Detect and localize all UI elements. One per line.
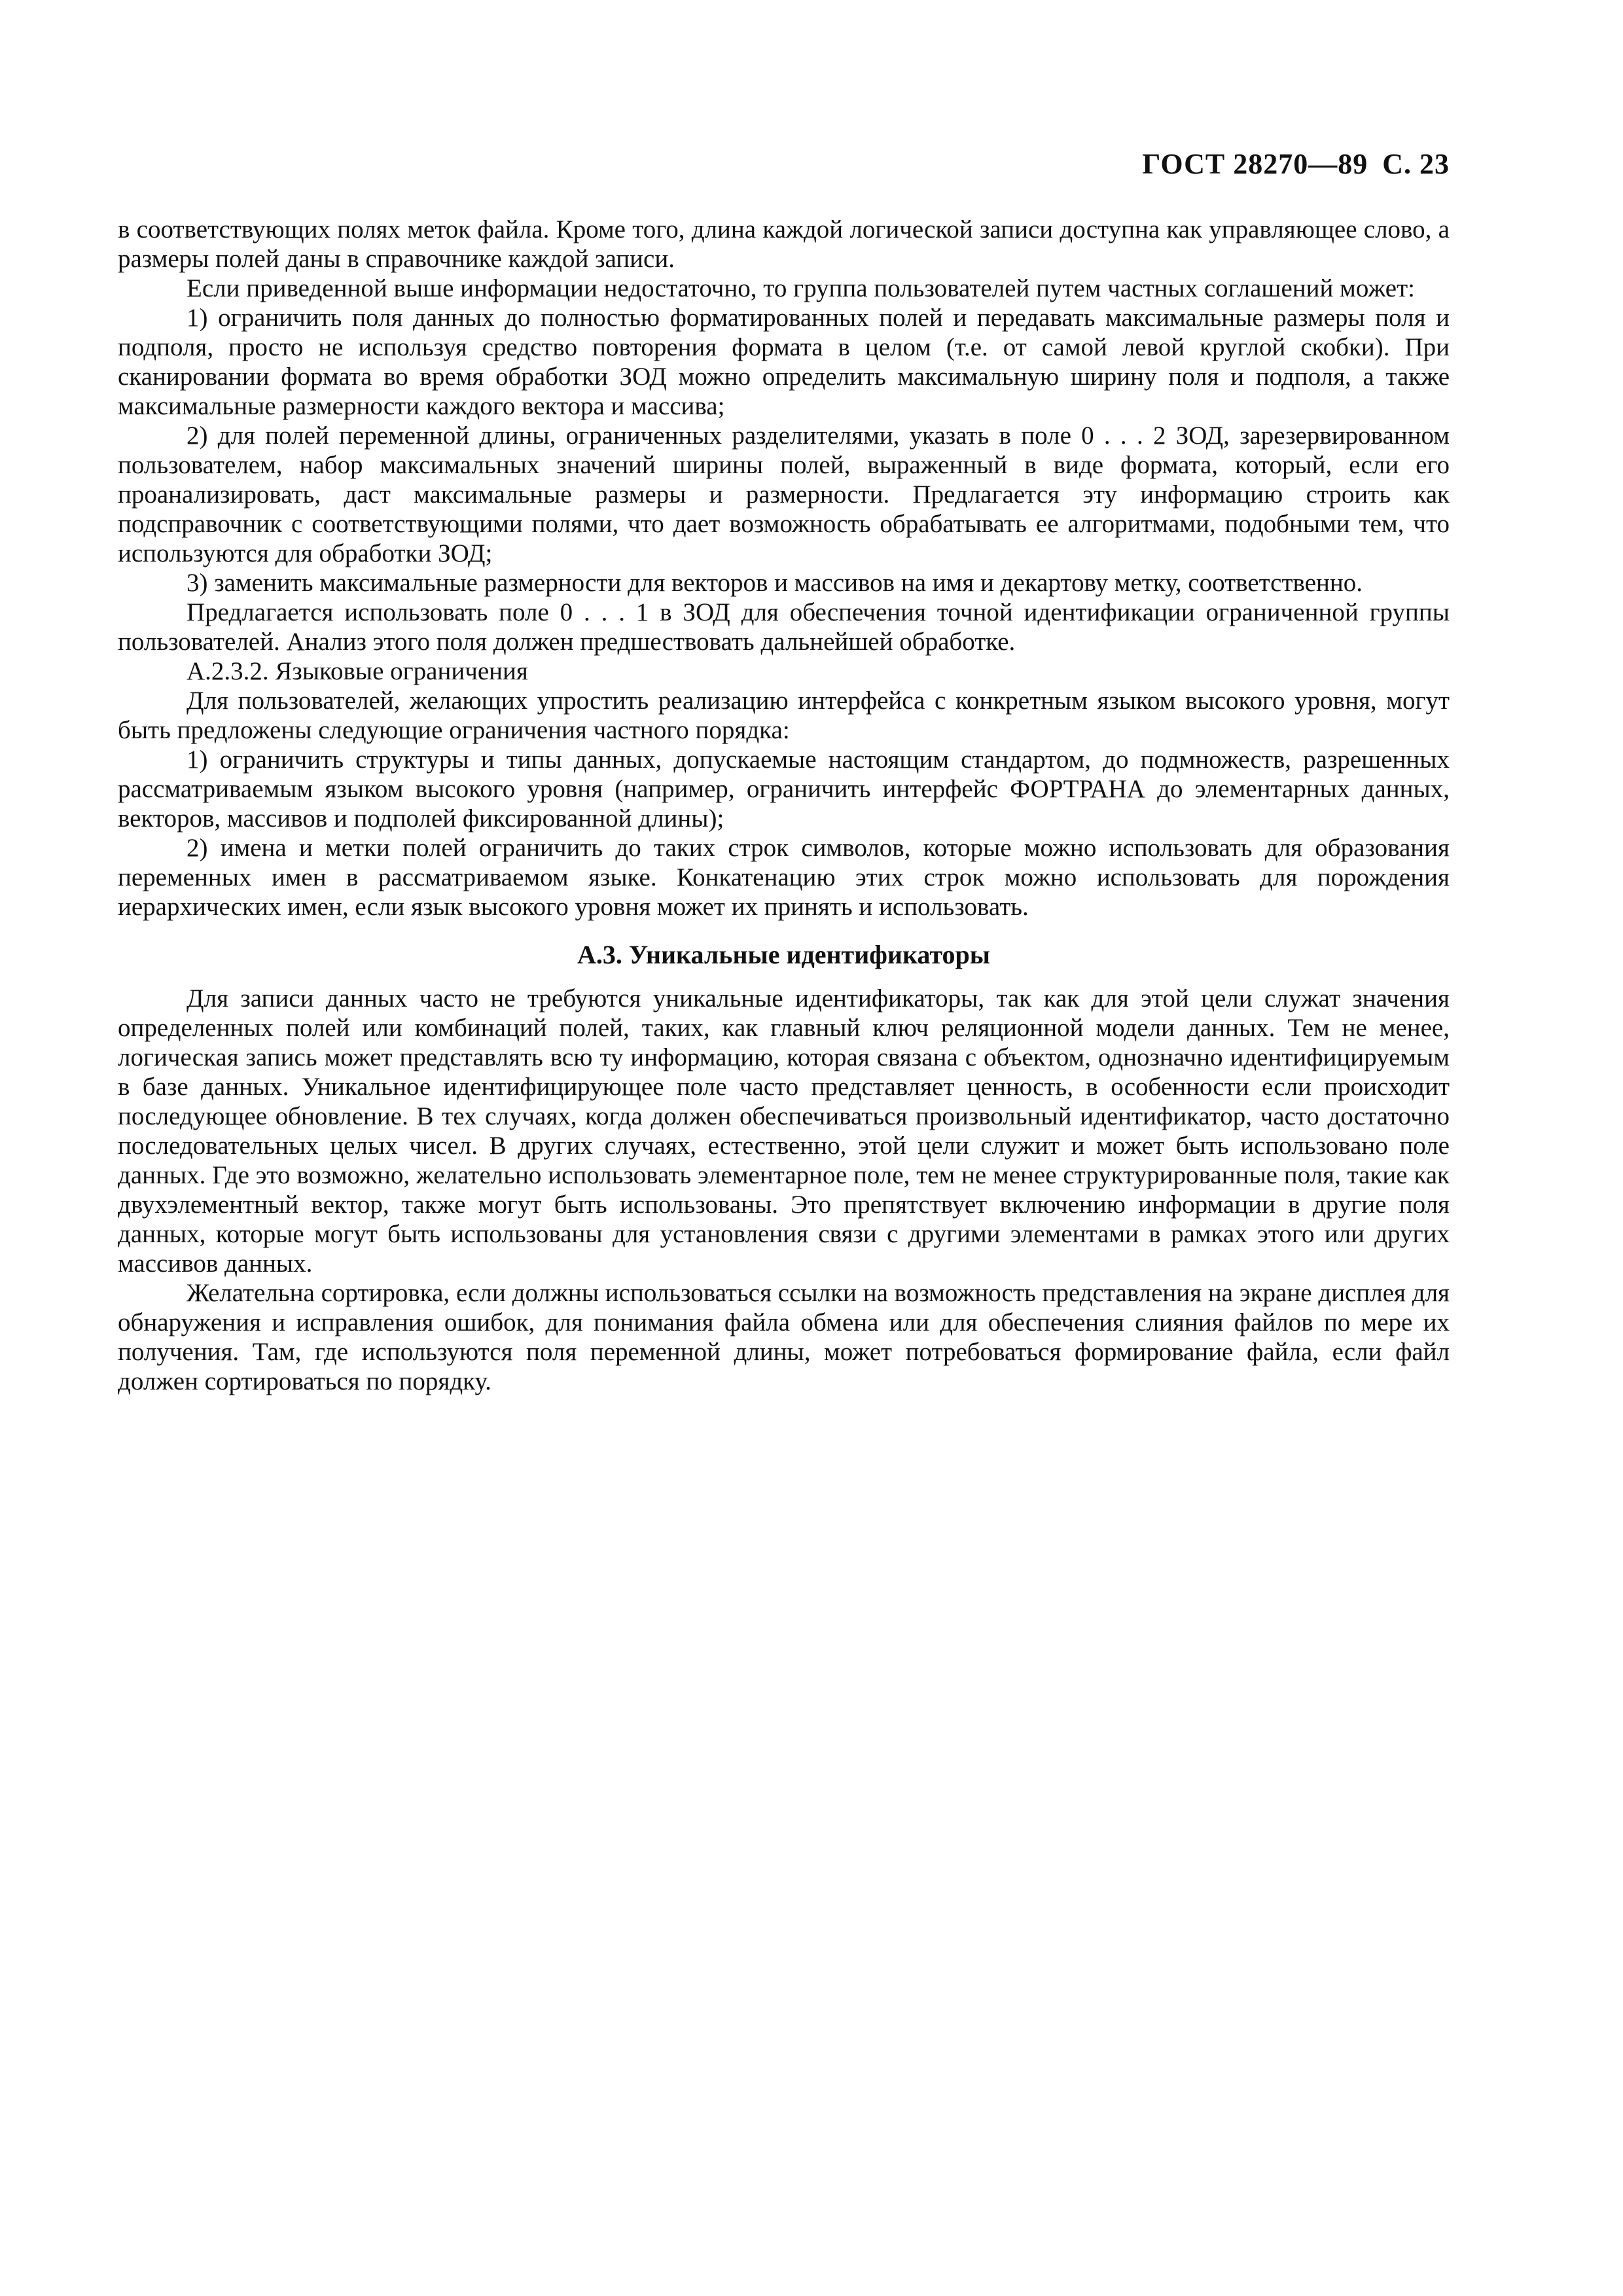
paragraph: Для пользователей, желающих упростить реализацию интерфейса с конкретным языком высокого уровня, могут быть предложены следующие ограничения частного порядка: <box>118 686 1450 744</box>
list-item: 2) имена и метки полей ограничить до таких строк символов, которые можно использовать для образования переменных имен в рассматриваемом языке. Конкатенацию этих строк можно использовать для порождения иерархических имен, если язык высокого уровня может их принять и использовать. <box>118 833 1450 921</box>
standard-number: ГОСТ 28270—89 <box>1142 148 1368 180</box>
running-header <box>118 147 1450 182</box>
document-page <box>118 147 1450 1396</box>
paragraph: Предлагается использовать поле 0 . . . 1 в ЗОД для обеспечения точной идентификации ограниченной группы пользователей. Анализ этого поля должен предшествовать дальнейшей обработке. <box>118 598 1450 656</box>
list-item: 2) для полей переменной длины, ограниченных разделителями, указать в поле 0 . . . 2 ЗОД, зарезервированном пользователем, набор максимальных значений ширины полей, выраженный в виде формата, который, если его проанализировать, даст максимальные размеры и размерности. Предлагается эту информацию строить как подсправочник с соответствующими полями, что дает возможность обрабатывать ее алгоритмами, подобными тем, что используются для обработки ЗОД; <box>118 421 1450 567</box>
paragraph: в соответствующих полях меток файла. Кроме того, длина каждой логической записи доступна как управляющее слово, а размеры полей даны в справочнике каждой записи. <box>118 215 1450 273</box>
subsection-title: А.2.3.2. Языковые ограничения <box>187 656 528 685</box>
list-item: 1) ограничить поля данных до полностью форматированных полей и передавать максимальные размеры поля и подполя, просто не используя средство повторения формата в целом (т.е. от самой левой круглой скобки). При сканировании формата во время обработки ЗОД можно определить максимальную ширину поля и подполя, а также максимальные размерности каждого вектора и массива; <box>118 303 1450 420</box>
list-item: 3) заменить максимальные размерности для векторов и массивов на имя и декартову метку, соответственно. <box>187 568 1363 597</box>
body-text-part-a <box>118 215 1450 922</box>
page-number: С. 23 <box>1382 148 1450 180</box>
section-heading: А.3. Уникальные идентификаторы <box>577 939 990 969</box>
paragraph: Желательна сортировка, если должны использоваться ссылки на возможность представления на экране дисплея для обнаружения и исправления ошибок, для понимания файла обмена или для обеспечения слияния файлов по мере их получения. Там, где используются поля переменной длины, может потребоваться формирование файла, если файл должен сортироваться по порядку. <box>118 1278 1450 1395</box>
body-text-part-b <box>118 984 1450 1396</box>
paragraph: Если приведенной выше информации недостаточно, то группа пользователей путем частных соглашений может: <box>187 274 1415 302</box>
paragraph: Для записи данных часто не требуются уникальные идентификаторы, так как для этой цели служат значения определенных полей или комбинаций полей, таких, как главный ключ реляционной модели данных. Тем не менее, логическая запись может представлять всю ту информацию, которая связана с объектом, однозначно идентифицируемым в базе данных. Уникальное идентифицирующее поле часто представляет ценность, в особенности если происходит последующее обновление. В тех случаях, когда должен обеспечиваться произвольный идентификатор, часто достаточно последовательных целых чисел. В других случаях, естественно, этой цели служит и может быть использовано поле данных. Где это возможно, желательно использовать элементарное поле, тем не менее структурированные поля, такие как двухэлементный вектор, также могут быть использованы. Это препятствует включению информации в другие поля данных, которые могут быть использованы для установления связи с другими элементами в рамках этого или других массивов данных. <box>118 984 1450 1278</box>
list-item: 1) ограничить структуры и типы данных, допускаемые настоящим стандартом, до подмножеств, разрешенных рассматриваемым языком высокого уровня (например, ограничить интерфейс ФОРТРАНА до элементарных данных, векторов, массивов и подполей фиксированной длины); <box>118 745 1450 833</box>
